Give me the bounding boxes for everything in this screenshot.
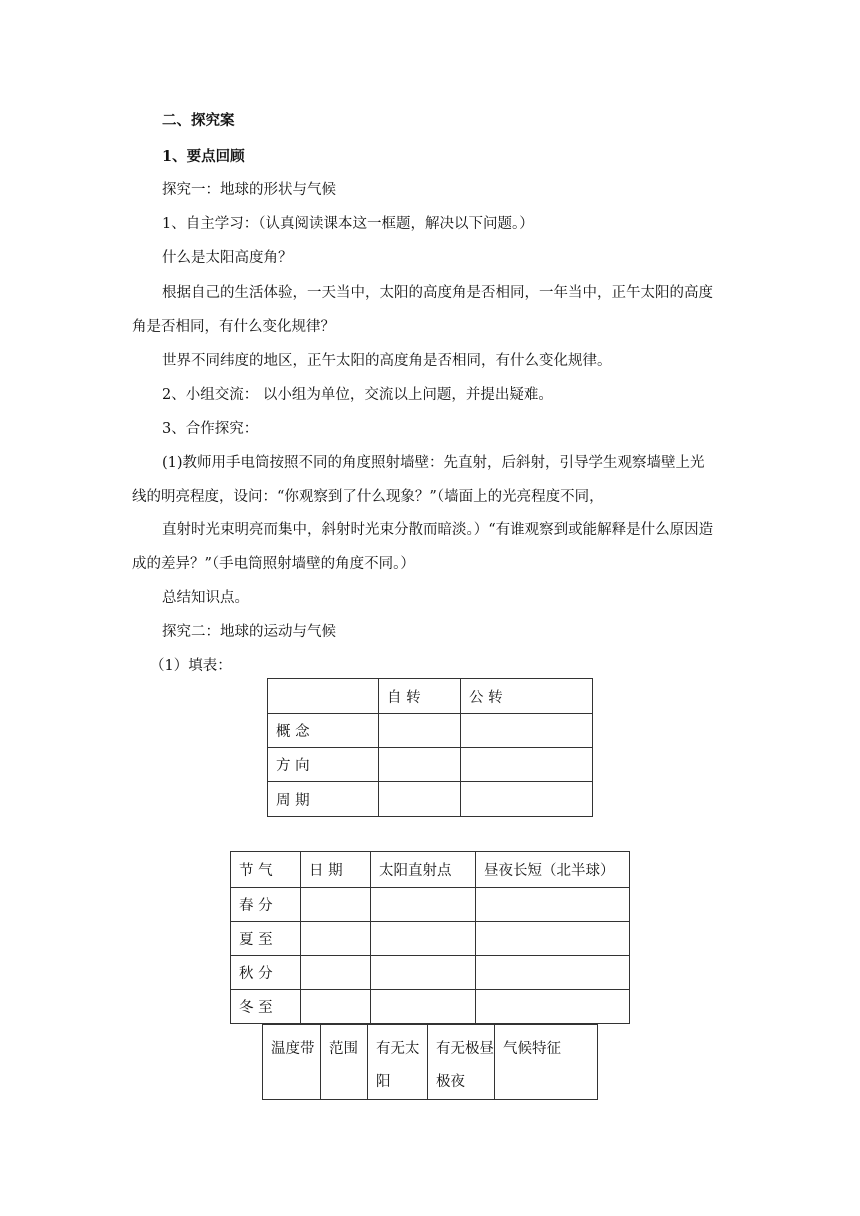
- table-cell: [371, 888, 476, 922]
- cooperation-heading: 3、合作探究：: [162, 421, 259, 437]
- temperature-zone-table: [262, 1024, 598, 1100]
- table-header-cell: 范围: [321, 1025, 368, 1100]
- summary-line: 总结知识点。: [162, 590, 249, 606]
- table-cell: [301, 888, 371, 922]
- experiment-line4: 成的差异？”（手电筒照射墙壁的角度不同。）: [132, 556, 415, 572]
- table-header-cell: 日 期: [301, 852, 371, 888]
- table-cell: [476, 956, 630, 990]
- self-study-line: 1、自主学习：（认真阅读课本这一框题，解决以下问题。）: [162, 216, 534, 232]
- table-cell: [476, 922, 630, 956]
- table-cell: [379, 748, 461, 782]
- table-cell: [301, 990, 371, 1024]
- table-cell: [301, 922, 371, 956]
- table-header-cell: 有无太阳: [368, 1025, 428, 1100]
- explore2-title: 探究二：地球的运动与气候: [162, 624, 336, 640]
- experiment-line1: (1)教师用手电筒按照不同的角度照射墙壁：先直射，后斜射，引导学生观察墙壁上光: [162, 455, 705, 471]
- table-cell: [371, 990, 476, 1024]
- question-2-line1: 根据自己的生活体验，一天当中，太阳的高度角是否相同，一年当中，正午太阳的高度: [162, 285, 713, 301]
- table-row-label: 方 向: [268, 748, 379, 782]
- question-3: 世界不同纬度的地区，正午太阳的高度角是否相同，有什么变化规律。: [162, 353, 612, 369]
- question-1: 什么是太阳高度角？: [162, 250, 293, 266]
- table-row-label: 秋 分: [231, 956, 301, 990]
- experiment-line3: 直射时光束明亮而集中，斜射时光束分散而暗淡。）“有谁观察到或能解释是什么原因造: [162, 522, 714, 538]
- table-row-label: 夏 至: [231, 922, 301, 956]
- fill-table-label: （1）填表：: [150, 658, 232, 674]
- table-cell: [301, 956, 371, 990]
- table-cell: [476, 990, 630, 1024]
- table-cell: [379, 714, 461, 748]
- table-row-label: 春 分: [231, 888, 301, 922]
- solar-terms-table: [230, 851, 630, 1024]
- table-cell: [461, 782, 593, 817]
- explore1-title: 探究一：地球的形状与气候: [162, 182, 336, 198]
- table-header-cell: 太阳直射点: [371, 852, 476, 888]
- table-header-cell: 公 转: [461, 679, 593, 714]
- table-header-cell: 有无极昼极夜: [428, 1025, 495, 1100]
- subsection-heading: 1、要点回顾: [162, 148, 245, 165]
- table-cell: [461, 748, 593, 782]
- question-2-line2: 角是否相同，有什么变化规律？: [132, 319, 335, 335]
- table-row-label: 周 期: [268, 782, 379, 817]
- table-cell: [379, 782, 461, 817]
- table-cell: [268, 679, 379, 714]
- table-header-cell: 节 气: [231, 852, 301, 888]
- table-cell: [371, 922, 476, 956]
- experiment-line2: 线的明亮程度，设问：“你观察到了什么现象？”（墙面上的光亮程度不同，: [132, 489, 604, 505]
- table-header-cell: 温度带: [263, 1025, 321, 1100]
- table-cell: [461, 714, 593, 748]
- table-header-cell: 昼夜长短（北半球）: [476, 852, 630, 888]
- table-cell: [476, 888, 630, 922]
- table-row-label: 概 念: [268, 714, 379, 748]
- table-header-cell: 自 转: [379, 679, 461, 714]
- rotation-revolution-table: [267, 678, 593, 817]
- section-heading: 二、探究案: [162, 112, 235, 129]
- table-row-label: 冬 至: [231, 990, 301, 1024]
- group-exchange: 2、小组交流： 以小组为单位，交流以上问题，并提出疑难。: [162, 387, 553, 403]
- table-header-cell: 气候特征: [495, 1025, 598, 1100]
- table-cell: [371, 956, 476, 990]
